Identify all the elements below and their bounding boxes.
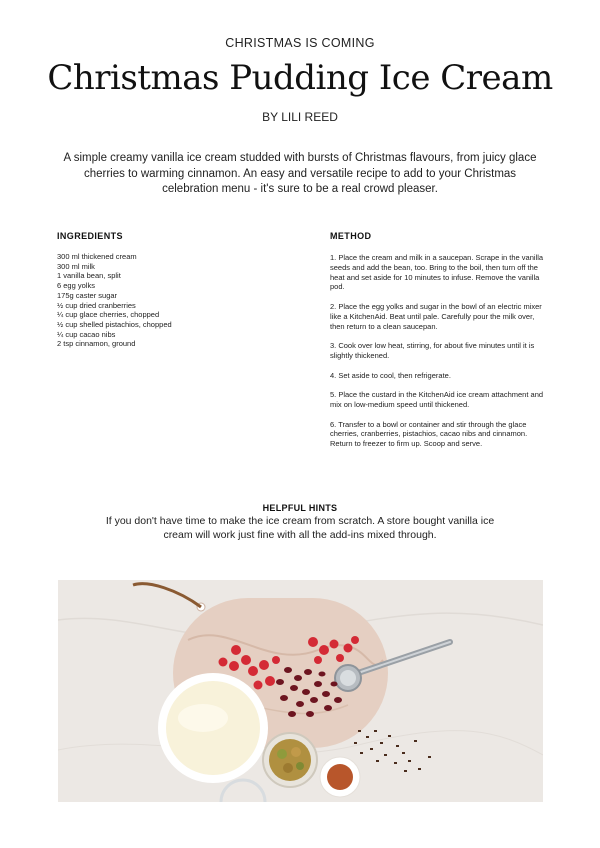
cream-bowl — [158, 673, 268, 783]
cinnamon-bowl — [320, 757, 360, 797]
ingredient-item: 175g caster sugar — [57, 290, 118, 300]
intro-paragraph: A simple creamy vanilla ice cream studded with bursts of Christmas flavours, from juicy glace cherries to warming cinnamon. An easy and versatile recipe to add to your Christmas celebration menu - it's sure to be a real crowd pleaser. — [63, 152, 537, 195]
method-step: 4. Set aside to cool, then refrigerate. — [330, 370, 451, 380]
kicker: CHRISTMAS IS COMING — [225, 36, 375, 50]
method-step: 2. Place the egg yolks and sugar in the bowl of an electric mixer like a KitchenAid. Beat until pale. Carefully pour the milk over, then return to a clean saucepan. — [330, 301, 542, 331]
page-title: Christmas Pudding Ice Cream — [47, 58, 553, 98]
byline: BY LILI REED — [262, 110, 338, 124]
pistachio-jar — [263, 733, 317, 787]
method-heading: METHOD — [330, 231, 372, 241]
hints-heading: HELPFUL HINTS — [262, 503, 338, 513]
ingredient-item: 2 tsp cinnamon, ground — [57, 339, 136, 349]
method-step: 5. Place the custard in the KitchenAid ice cream attachment and mix on low-medium speed until thickened. — [330, 390, 544, 409]
ingredient-item: 6 egg yolks — [57, 281, 95, 291]
ingredient-item: ¼ cup glace cherries, chopped — [57, 310, 160, 320]
food-photo — [58, 580, 543, 802]
ingredient-item: 300 ml milk — [57, 261, 95, 271]
ingredients-heading: INGREDIENTS — [57, 231, 123, 241]
ingredient-item: 300 ml thickened cream — [57, 252, 137, 261]
ingredient-item: ½ cup shelled pistachios, chopped — [57, 319, 172, 329]
method-list — [330, 253, 548, 459]
ingredients-list — [57, 252, 287, 349]
method-step: 6. Transfer to a bowl or container and stir through the glace cherries, cranberries, pistachios, cacao nibs and cinnamon. Return to freezer to firm up. Scoop and serve. — [330, 419, 528, 449]
method-step: 3. Cook over low heat, stirring, for about five minutes until it is slightly thickened. — [330, 341, 535, 360]
hints-text: If you don't have time to make the ice cream from scratch. A store bought vanilla ice cream will work just fine with all the add-ins mixed through. — [105, 515, 495, 541]
ingredient-item: 1 vanilla bean, split — [57, 271, 121, 281]
ingredient-item: ½ cup dried cranberries — [57, 300, 136, 310]
method-step: 1. Place the cream and milk in a saucepan. Scrape in the vanilla seeds and add the bean, too. Bring to the boil, then turn off the heat and set aside for 10 minutes to infuse. Remove the vanilla pod. — [330, 253, 544, 292]
ingredient-item: ¼ cup cacao nibs — [57, 329, 116, 339]
